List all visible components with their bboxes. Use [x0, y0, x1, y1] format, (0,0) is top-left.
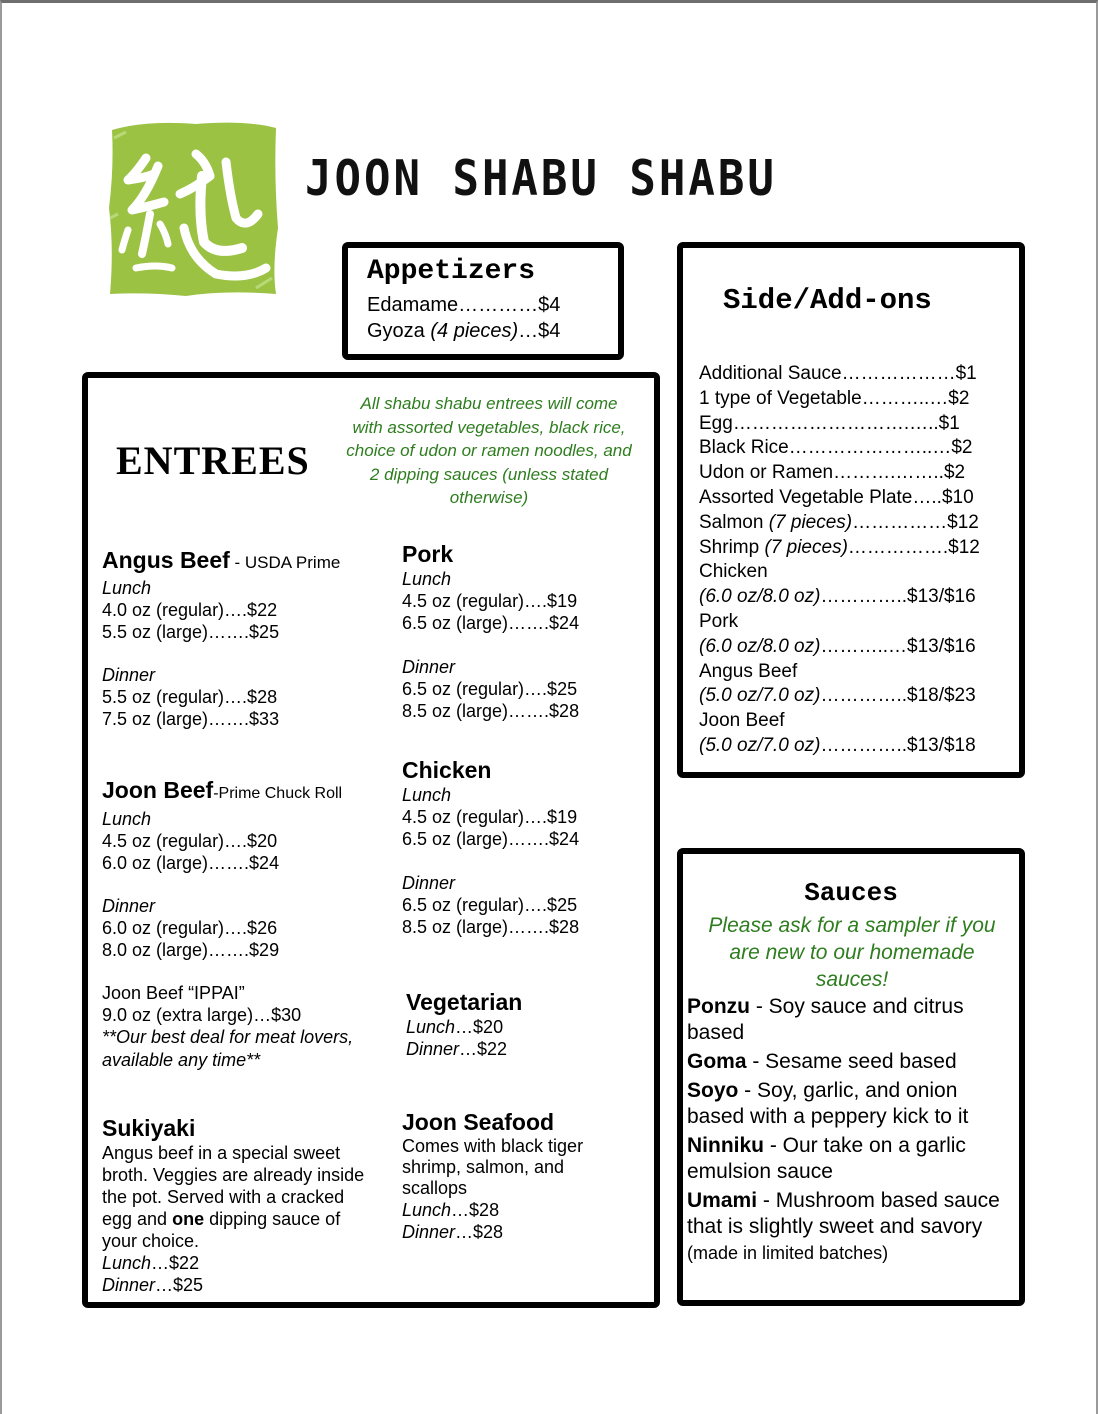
sauces-box	[677, 848, 1025, 1306]
entrees-heading: ENTREES	[116, 438, 310, 483]
chicken-section: Chicken Lunch 4.5 oz (regular)….$19 6.5 oz (large)…….$24 Dinner 6.5 oz (regular)….$25 8.5 oz (large)…….$28	[402, 756, 632, 938]
appetizers-heading: Appetizers	[367, 256, 536, 287]
restaurant-title: JOON SHABU SHABU	[305, 150, 777, 208]
entrees-box	[82, 372, 660, 1308]
pork-section: Pork Lunch 4.5 oz (regular)….$19 6.5 oz (large)…….$24 Dinner 6.5 oz (regular)….$25 8.5 oz (large)…….$28	[402, 540, 632, 722]
sides-heading: Side/Add-ons	[723, 284, 932, 317]
sauces-note: Please ask for a sampler if you are new to our homemade sauces!	[708, 914, 996, 991]
side-meat-price: (5.0 oz/7.0 oz)…………..$18/$23	[699, 685, 976, 707]
appetizers-box	[342, 242, 624, 360]
joon-beef-section: Joon Beef-Prime Chuck Roll Lunch 4.5 oz (regular)….$20 6.0 oz (large)…….$24 Dinner 6.0 oz (regular)….$26 8.0 oz (large)…….$29 Joon Beef “IPPAI” 9.0 oz (extra large)…$30 **Our best deal for meat lovers, available any time**	[102, 777, 354, 1070]
entrees-note: All shabu shabu entrees will come with assorted vegetables, black rice, choice of udon or ramen noodles, and 2 dipping sauces (unless stated otherwise)	[346, 394, 632, 507]
sukiyaki-title: Sukiyaki	[102, 1115, 196, 1141]
vegetarian-section: Vegetarian Lunch…$20 Dinner…$22	[406, 988, 636, 1060]
sauces-list	[687, 994, 1017, 1269]
seafood-title: Joon Seafood	[402, 1109, 555, 1135]
sides-box	[677, 242, 1025, 778]
sauce-item: Goma - Sesame seed based	[687, 1050, 957, 1073]
side-meat-price: (6.0 oz/8.0 oz)…………..$13/$16	[699, 586, 976, 608]
appetizer-item: Edamame…………$4	[367, 294, 561, 316]
side-item: Assorted Vegetable Plate…..$10	[699, 486, 974, 508]
side-item: Egg……………………….…..$1	[699, 412, 960, 434]
angus-beef-title: Angus Beef	[102, 547, 230, 573]
sauce-item: Ponzu - Soy sauce and citrus based	[687, 995, 964, 1044]
sukiyaki-section: Sukiyaki Angus beef in a special sweet broth. Veggies are already inside the pot. Served with a cracked egg and one dipping sauce of your choice. Lunch…$22 Dinner…$25	[102, 1114, 372, 1296]
side-item: 1 type of Vegetable………..…$2	[699, 387, 970, 409]
restaurant-logo	[106, 118, 280, 298]
side-meat-name: Angus Beef	[699, 660, 798, 682]
sides-list	[699, 362, 980, 759]
sauce-item: Umami - Mushroom based sauce that is slightly sweet and savory (made in limited batches)	[687, 1189, 1000, 1263]
side-meat-price: (5.0 oz/7.0 oz)…………..$13/$18	[699, 734, 976, 756]
appetizer-item: Gyoza (4 pieces)…$4	[367, 320, 561, 342]
side-meat-name: Chicken	[699, 561, 768, 583]
sauce-item: Ninniku - Our take on a garlic emulsion sauce	[687, 1134, 966, 1183]
sauce-item: Soyo - Soy, garlic, and onion based with a peppery kick to it	[687, 1079, 969, 1128]
side-meat-price: (6.0 oz/8.0 oz)………..…$13/$16	[699, 635, 976, 657]
side-meat-name: Pork	[699, 610, 739, 632]
side-item: Shrimp (7 pieces)…………….$12	[699, 536, 980, 558]
pork-title: Pork	[402, 541, 454, 567]
chicken-title: Chicken	[402, 757, 492, 783]
sauces-heading: Sauces	[804, 878, 898, 908]
vegetarian-title: Vegetarian	[406, 989, 523, 1015]
angus-beef-section: Angus Beef - USDA Prime Lunch 4.0 oz (regular)….$22 5.5 oz (large)…….$25 Dinner 5.5 oz (regular)….$28 7.5 oz (large)…….$33	[102, 547, 341, 729]
side-item: Black Rice…………………..…$2	[699, 437, 973, 459]
side-item: Udon or Ramen……….……..$2	[699, 462, 966, 484]
side-item: Additional Sauce………………$1	[699, 363, 977, 384]
side-meat-name: Joon Beef	[699, 710, 785, 732]
side-item: Salmon (7 pieces)……………$12	[699, 511, 979, 533]
joon-beef-title: Joon Beef	[102, 777, 214, 803]
seafood-section: Joon Seafood Comes with black tiger shrimp, salmon, and scallops Lunch…$28 Dinner…$28	[402, 1108, 622, 1243]
